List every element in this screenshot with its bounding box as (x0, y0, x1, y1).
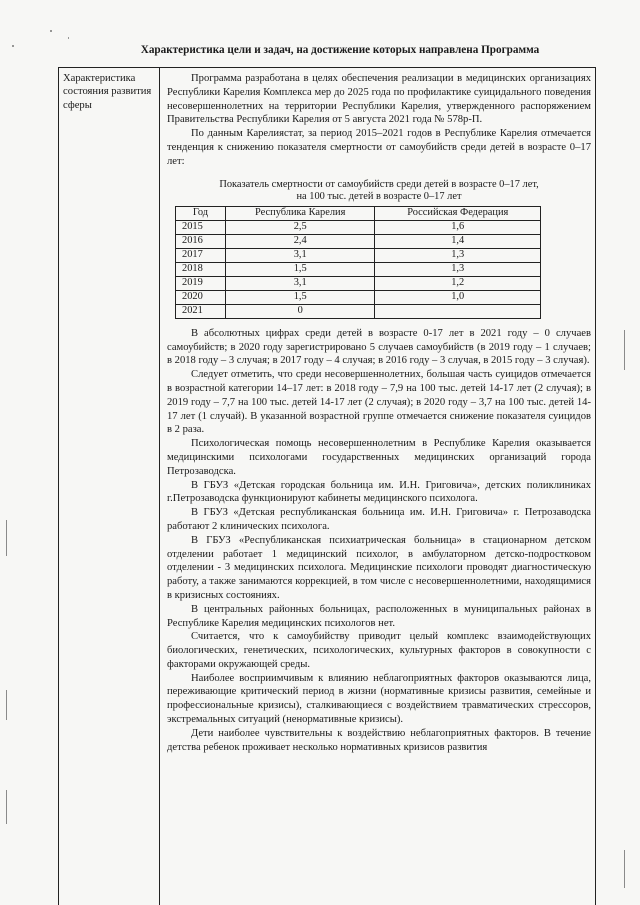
cell-russia: 1,3 (375, 262, 541, 276)
scan-edge-mark (624, 330, 625, 370)
scan-edge-mark (624, 850, 625, 888)
stat-table-row (176, 220, 541, 234)
cell-year: 2016 (176, 234, 226, 248)
stat-table-row (176, 262, 541, 276)
paragraph: В ГБУЗ «Детская городская больница им. И.Н. Григовича», детских поликлиниках г.Петрозаводска функционируют кабинеты медицинского психолога. (167, 479, 591, 505)
paragraph: В ГБУЗ «Республиканская психиатрическая больница» в стационарном детском отделении работает 1 медицинский психолог, в амбулаторном детско-подростковом отделении - 3 медицинских психолога. Медицинские психологи проводят диагностическую работу, а также занимаются коррекцией, в том числе с несовершеннолетними, находящимися в кризисных состояниях. (167, 534, 591, 601)
cell-russia: 1,4 (375, 234, 541, 248)
stat-table-header-row (176, 206, 541, 220)
stat-table-row (176, 276, 541, 290)
stat-table-row (176, 234, 541, 248)
mortality-stat-table (175, 206, 541, 319)
cell-year: 2018 (176, 262, 226, 276)
cell-karelia: 2,4 (225, 234, 375, 248)
mortality-stat-block (167, 179, 591, 319)
cell-russia: 1,2 (375, 276, 541, 290)
scan-speck (68, 37, 69, 39)
cell-russia: 1,0 (375, 290, 541, 304)
scan-edge-mark (6, 520, 7, 556)
characteristic-table (58, 67, 596, 905)
cell-year: 2020 (176, 290, 226, 304)
stat-table-row (176, 304, 541, 318)
header-cell-russia: Российская Федерация (375, 206, 541, 220)
stat-table-caption (167, 179, 591, 204)
cell-karelia: 3,1 (225, 248, 375, 262)
cell-year: 2019 (176, 276, 226, 290)
stat-table-row (176, 290, 541, 304)
stat-caption-line: Показатель смертности от самоубийств среди детей в возрасте 0–17 лет, (219, 178, 539, 190)
cell-russia: 1,6 (375, 220, 541, 234)
cell-year: 2021 (176, 304, 226, 318)
paragraph: Психологическая помощь несовершеннолетним в Республике Карелия оказывается медицинскими психологами государственных медицинских организаций города Петрозаводска. (167, 438, 591, 477)
scan-speck (50, 30, 52, 32)
cell-year: 2015 (176, 220, 226, 234)
header-cell-year: Год (176, 206, 226, 220)
cell-russia (375, 304, 541, 318)
paragraph: Считается, что к самоубийству приводит целый комплекс взаимодействующих биологических, генетических, психологических, культурных факторов в совокупности с факторами окружающей среды. (167, 631, 591, 670)
cell-karelia: 1,5 (225, 290, 375, 304)
paragraph: Наиболее восприимчивым к влиянию неблагоприятных факторов оказываются лица, переживающие критический период в жизни (нормативные кризисы развития, семейные и профессиональные кризисы), сталкивающиеся с воздействием травматических стрессоров, экстремальных ситуаций (ненормативные кризисы). (167, 672, 591, 726)
stat-table-row (176, 248, 541, 262)
page-title: Характеристика цели и задач, на достижение которых направлена Программа (140, 44, 540, 56)
cell-karelia: 0 (225, 304, 375, 318)
left-column-label: Характеристика состояния развития сферы (63, 73, 152, 111)
header-cell-karelia: Республика Карелия (225, 206, 375, 220)
cell-russia: 1,3 (375, 248, 541, 262)
paragraph: В ГБУЗ «Детская республиканская больница им. И.Н. Григовича» г. Петрозаводска работают 2 клинических психолога. (167, 507, 591, 532)
cell-year: 2017 (176, 248, 226, 262)
scan-edge-mark (6, 690, 7, 720)
scan-speck (12, 45, 14, 47)
column-divider (159, 68, 160, 905)
cell-karelia: 3,1 (225, 276, 375, 290)
right-column-content (167, 72, 591, 754)
scan-edge-mark (6, 790, 7, 824)
paragraph: В центральных районных больницах, расположенных в муниципальных районах в Республике Карелия медицинских психологов нет. (167, 603, 591, 629)
paragraph: Следует отметить, что среди несовершеннолетних, большая часть суицидов отмечается в возрастной категории 14–17 лет: в 2018 году – 7,9 на 100 тыс. детей 14-17 лет (2 случая); в 2019 году – 7,7 на 100 тыс. детей 14-17 лет (2 случая); в 2020 году – 3,7 на 100 тыс. детей 14-17 лет (1 случай). В указанной возрастной группе отмечается снижение показателя суицидов в 2 раза. (167, 369, 591, 436)
paragraph: Программа разработана в целях обеспечения реализации в медицинских организациях Республики Карелия Комплекса мер до 2025 года по профилактике суицидального поведения несовершеннолетних на территории Республики Карелия, утвержденного распоряжением Правительства Республики Карелия от 5 августа 2021 года № 578р-П. (167, 73, 591, 126)
stat-caption-line: на 100 тыс. детей в возрасте 0–17 лет (296, 191, 462, 203)
cell-karelia: 1,5 (225, 262, 375, 276)
cell-karelia: 2,5 (225, 220, 375, 234)
paragraph: В абсолютных цифрах среди детей в возрасте 0-17 лет в 2021 году – 0 случаев самоубийств; в 2020 году зарегистрировано 5 случаев самоубийств (в 2019 году – 1 случаев; в 2018 году – 3 случая; в 2017 году – 4 случая; в 2016 году – 3 случая, в 2015 году – 3 случая). (167, 327, 591, 367)
paragraph: По данным Карелиястат, за период 2015–2021 годов в Республике Карелия отмечается тенденция к снижению показателя смертности от самоубийств среди детей в возрасте 0–17 лет: (167, 128, 591, 167)
paragraph: Дети наиболее чувствительны к воздействию неблагоприятных факторов. В течение детства ребенок проживает несколько нормативных кризисов развития (167, 727, 591, 753)
